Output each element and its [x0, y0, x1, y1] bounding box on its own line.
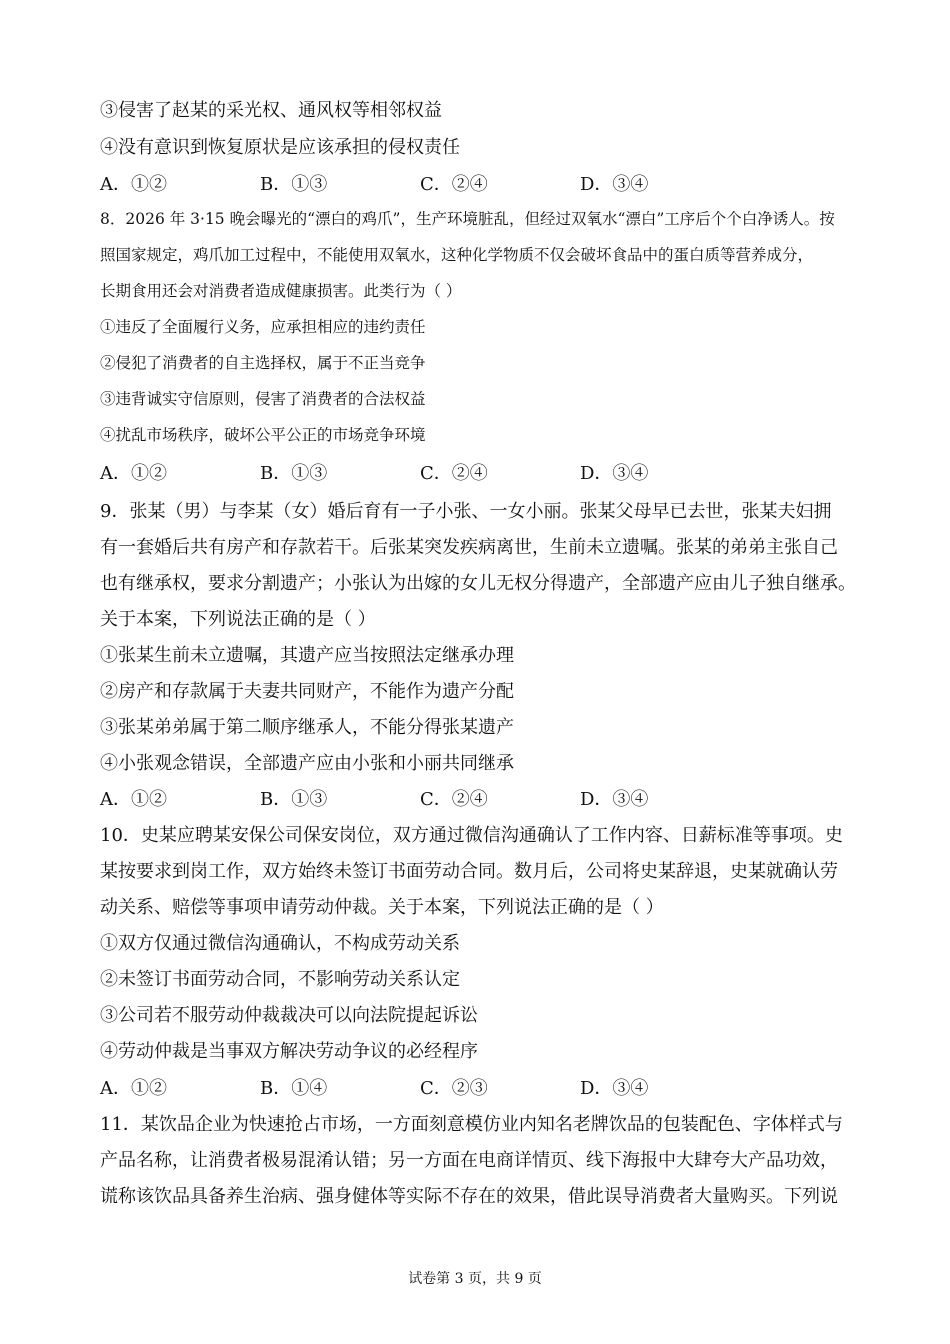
option-a[interactable]: A．①②	[100, 463, 167, 484]
q10-item-3: ③公司若不服劳动仲裁裁决可以向法院提起诉讼	[100, 1005, 478, 1026]
q10-item-4: ④劳动仲裁是当事双方解决劳动争议的必经程序	[100, 1041, 478, 1062]
q9-stem-line-1: 9．张某（男）与李某（女）婚后育有一子小张、一女小丽。张某父母早已去世，张某夫妇拥	[100, 501, 832, 522]
q11-stem-line-2: 产品名称，让消费者极易混淆认错；另一方面在电商详情页、线下海报中大肆夸大产品功效，	[100, 1150, 838, 1171]
q9-item-1: ①张某生前未立遗嘱，其遗产应当按照法定继承办理	[100, 645, 514, 666]
q9-item-3: ③张某弟弟属于第二顺序继承人，不能分得张某遗产	[100, 717, 514, 738]
option-a[interactable]: A．①②	[100, 789, 167, 810]
q9-item-4: ④小张观念错误，全部遗产应由小张和小丽共同继承	[100, 753, 514, 774]
q8-item-2: ②侵犯了消费者的自主选择权，属于不正当竞争	[100, 354, 426, 372]
q9-stem-line-3: 也有继承权，要求分割遗产；小张认为出嫁的女儿无权分得遗产，全部遗产应由儿子独自继承。	[100, 573, 856, 594]
q10-stem-line-2: 某按要求到岗工作，双方始终未签订书面劳动合同。数月后，公司将史某辞退，史某就确认劳	[100, 861, 838, 882]
q8-item-4: ④扰乱市场秩序，破坏公平公正的市场竞争环境	[100, 426, 426, 444]
page-footer: 试卷第 3 页，共 9 页	[408, 1271, 542, 1287]
option-b[interactable]: B．①③	[260, 174, 328, 195]
option-d[interactable]: D．③④	[580, 463, 649, 484]
q9-stem-line-4: 关于本案，下列说法正确的是（ ）	[100, 609, 376, 630]
option-b[interactable]: B．①④	[260, 1078, 328, 1099]
q8-item-3: ③违背诚实守信原则，侵害了消费者的合法权益	[100, 390, 426, 408]
q11-stem-line-1: 11．某饮品企业为快速抢占市场，一方面刻意模仿业内知名老牌饮品的包装配色、字体样式与	[100, 1114, 843, 1135]
q11-stem-line-3: 谎称该饮品具备养生治病、强身健体等实际不存在的效果，借此误导消费者大量购买。下列说	[100, 1186, 838, 1207]
option-d[interactable]: D．③④	[580, 174, 649, 195]
q8-stem-line-1: 8．2026 年 3·15 晚会曝光的“漂白的鸡爪”，生产环境脏乱，但经过双氧水“漂白”工序后个个白净诱人。按	[100, 210, 835, 228]
q8-stem-line-3: 长期食用还会对消费者造成健康损害。此类行为（ ）	[100, 282, 462, 300]
q10-options	[100, 1074, 860, 1098]
q7-item-4: ④没有意识到恢复原状是应该承担的侵权责任	[100, 137, 460, 158]
option-d[interactable]: D．③④	[580, 1078, 649, 1099]
option-a[interactable]: A．①②	[100, 174, 167, 195]
option-c[interactable]: C．②④	[420, 174, 488, 195]
q10-item-2: ②未签订书面劳动合同，不影响劳动关系认定	[100, 969, 460, 990]
option-b[interactable]: B．①③	[260, 463, 328, 484]
q7-item-3: ③侵害了赵某的采光权、通风权等相邻权益	[100, 100, 442, 121]
option-d[interactable]: D．③④	[580, 789, 649, 810]
q10-stem-line-3: 动关系、赔偿等事项申请劳动仲裁。关于本案，下列说法正确的是（ ）	[100, 897, 664, 918]
option-b[interactable]: B．①③	[260, 789, 328, 810]
q9-options	[100, 785, 860, 809]
q8-stem-line-2: 照国家规定，鸡爪加工过程中，不能使用双氧水，这种化学物质不仅会破坏食品中的蛋白质等营养成分，	[100, 246, 814, 264]
q8-item-1: ①违反了全面履行义务，应承担相应的违约责任	[100, 318, 426, 336]
option-a[interactable]: A．①②	[100, 1078, 167, 1099]
q10-stem-line-1: 10．史某应聘某安保公司保安岗位，双方通过微信沟通确认了工作内容、日薪标准等事项。史	[100, 825, 843, 846]
q8-options	[100, 459, 860, 483]
option-c[interactable]: C．②④	[420, 463, 488, 484]
option-c[interactable]: C．②④	[420, 789, 488, 810]
q10-item-1: ①双方仅通过微信沟通确认，不构成劳动关系	[100, 933, 460, 954]
q9-item-2: ②房产和存款属于夫妻共同财产，不能作为遗产分配	[100, 681, 514, 702]
q9-stem-line-2: 有一套婚后共有房产和存款若干。后张某突发疾病离世，生前未立遗嘱。张某的弟弟主张自己	[100, 537, 838, 558]
q7-options	[100, 170, 860, 194]
option-c[interactable]: C．②③	[420, 1078, 488, 1099]
